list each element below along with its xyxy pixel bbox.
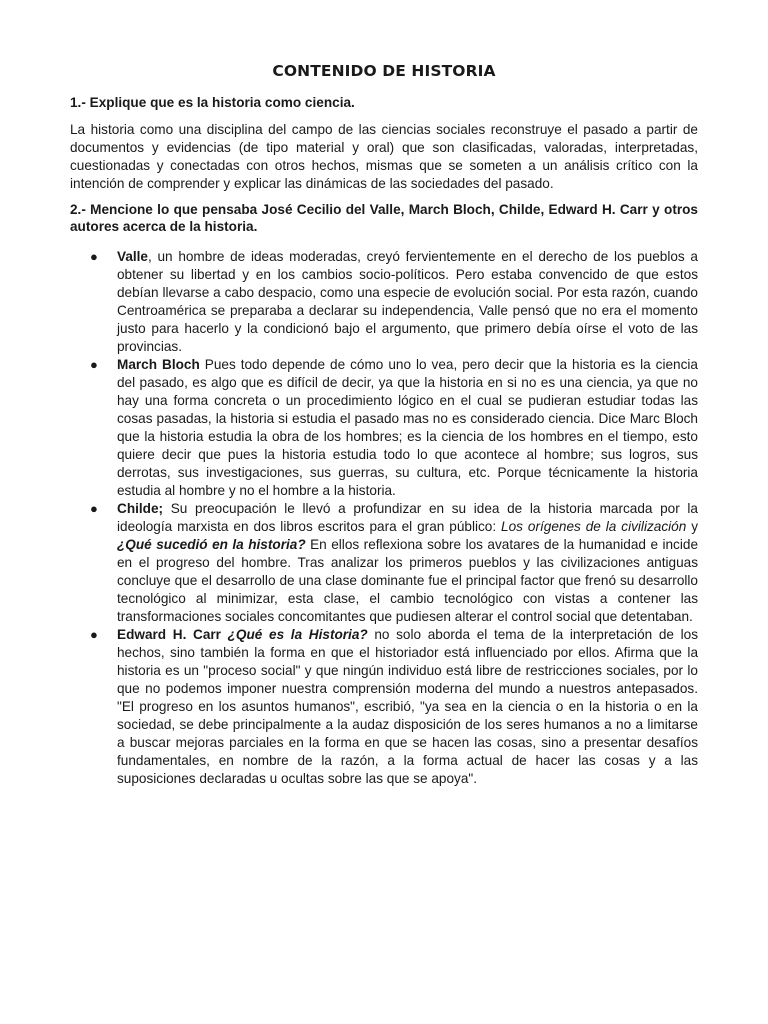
bullet-icon: ●	[90, 626, 98, 642]
book-title-que-es-historia: ¿Qué es la Historia?	[227, 626, 368, 642]
authors-list	[70, 248, 698, 788]
author-name-valle: Valle	[117, 248, 148, 264]
bullet-icon: ●	[90, 248, 98, 264]
author-name-carr: Edward H. Carr	[117, 626, 221, 642]
answer-1-paragraph: La historia como una disciplina del campo de las ciencias sociales reconstruye el pasado a partir de documentos y evidencias (de tipo material y oral) que son clasificadas, valoradas, interpretadas, cuestionadas y conectadas con otros hechos, mismas que se someten a un análisis crítico con la intención de comprender y explicar las dinámicas de las sociedades del pasado.	[70, 121, 698, 191]
list-item-bloch	[70, 356, 698, 500]
author-text-carr-a	[221, 627, 228, 642]
author-text-carr-b: no solo aborda el tema de la interpretación de los hechos, sino también la forma en que el historiador está influenciado por ellos. Afirma que la historia es un "proceso social" y que ningún individuo está libre de restricciones sociales, por lo que no podemos imponer nuestra comprensión moderna del mundo a nuestros antepasados. "El progreso en los asuntos humanos", escribió, "ya sea en la ciencia o en la historia o en la sociedad, se debe principalmente a la audaz disposición de los seres humanos a no a limitarse a buscar mejoras parciales en la forma en que se hacen las cosas, sino a presentar desafíos fundamentales, en nombre de la razón, a la forma actual de hacer las cosas y a las suposiciones declaradas u ocultas sobre las que se apoya".	[117, 626, 698, 786]
author-name-childe: Childe;	[117, 500, 164, 516]
author-name-bloch: March Bloch	[117, 356, 200, 372]
book-title-que-sucedio: ¿Qué sucedió en la historia?	[117, 536, 306, 552]
question-1: 1.- Explique que es la historia como ciencia.	[70, 95, 355, 110]
page-title: CONTENIDO DE HISTORIA	[272, 62, 496, 80]
list-item-carr	[70, 626, 698, 788]
book-title-origenes: Los orígenes de la civilización	[501, 518, 687, 534]
author-text-childe-a: Su preocupación le llevó a profundizar en su idea de la historia marcada por la ideología marxista en dos libros escritos para el gran público:	[117, 500, 698, 534]
author-text-childe-c: En ellos reflexiona sobre los avatares de la humanidad e incide en el progreso del hombre. Tras analizar los primeros pueblos y las civilizaciones antiguas concluye que el desarrollo de una clase dominante fue el principal factor que frenó su desarrollo tecnológico al minimizar, esta clase, el cambio tecnológico con vistas a contener las transformaciones sociales concomitantes que pudiesen alterar el control social que detentaban.	[117, 536, 698, 624]
author-text-valle: , un hombre de ideas moderadas, creyó fervientemente en el derecho de los pueblos a obtener su libertad y en los cambios socio-políticos. Pero estaba convencido de que estos debían llevarse a cabo despacio, como una especie de evolución social. Por esta razón, cuando Centroamérica se preparaba a declarar su independencia, Valle pensó que no era el momento justo para hacerlo y la condicionó bajo el argumento, que primero debía oírse el voto de las provincias.	[117, 248, 698, 354]
bullet-icon: ●	[90, 500, 98, 516]
list-item-childe	[70, 500, 698, 626]
list-item-valle	[70, 248, 698, 356]
author-text-childe-b: y	[686, 518, 698, 534]
question-2: 2.- Mencione lo que pensaba José Cecilio del Valle, March Bloch, Childe, Edward H. Carr y otros autores acerca de la historia.	[70, 201, 698, 234]
author-text-bloch: Pues todo depende de cómo uno lo vea, pero decir que la historia es la ciencia del pasado, es algo que es difícil de decir, ya que la historia en si no es una ciencia, ya que no hay una forma concreta o un procedimiento lógico en el cual se pudieran estudiar todas las cosas pasadas, la historia si estudia el pasado mas no es considerado ciencia. Dice Marc Bloch que la historia estudia la obra de los hombres; es la ciencia de los hombres en el tiempo, esto quiere decir que pues la historia estudia todo lo que acontece al hombre; sus logros, sus derrotas, sus investigaciones, sus guerras, su cultura, etc. Porque técnicamente la historia estudia al hombre y no el hombre a la historia.	[117, 356, 698, 498]
bullet-icon: ●	[90, 356, 98, 372]
